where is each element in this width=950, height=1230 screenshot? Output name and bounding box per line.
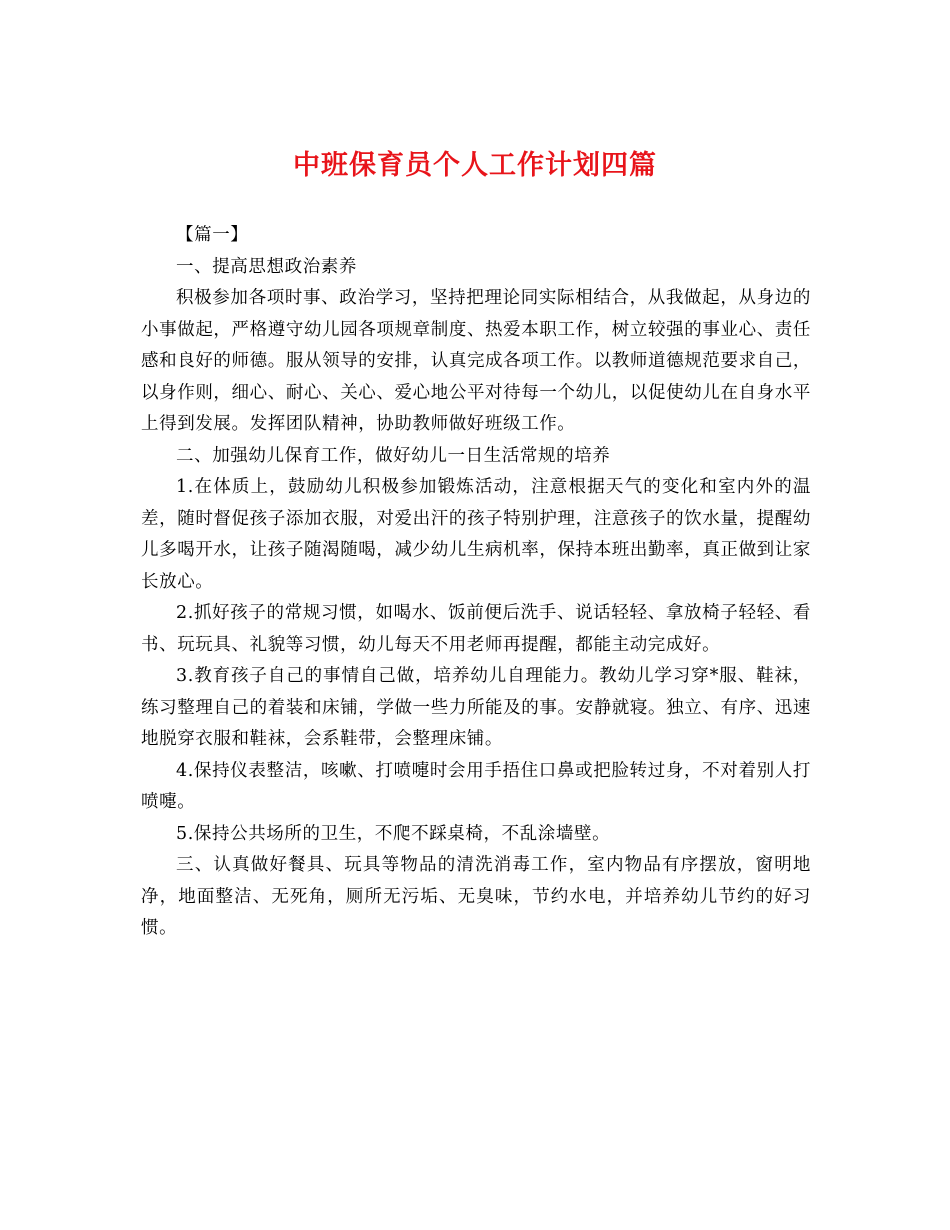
list-item: 2.抓好孩子的常规习惯，如喝水、饭前便后洗手、说话轻轻、拿放椅子轻轻、看书、玩玩具、礼貌等习惯，幼儿每天不用老师再提醒，都能主动完成好。 xyxy=(141,603,811,655)
document-title: 中班保育员个人工作计划四篇 xyxy=(293,150,657,181)
document-body xyxy=(141,220,811,945)
list-item: 5.保持公共场所的卫生，不爬不踩桌椅，不乱涂墙壁。 xyxy=(176,823,611,844)
list-item: 3.教育孩子自己的事情自己做，培养幼儿自理能力。教幼儿学习穿*服、鞋袜，练习整理自己的着装和床铺，学做一些力所能及的事。安静就寝。独立、有序、迅速地脱穿衣服和鞋袜，会系鞋带，会整理床铺。 xyxy=(141,666,811,749)
list-item: 4.保持仪表整洁，咳嗽、打喷嚏时会用手捂住口鼻或把脸转过身，不对着别人打喷嚏。 xyxy=(141,760,811,812)
subheading: 一、提高思想政治素养 xyxy=(176,256,357,277)
subheading: 二、加强幼儿保育工作，做好幼儿一日生活常规的培养 xyxy=(176,445,611,466)
body-paragraph: 三、认真做好餐具、玩具等物品的清洗消毒工作，室内物品有序摆放，窗明地净，地面整洁、无死角，厕所无污垢、无臭味，节约水电，并培养幼儿节约的好习惯。 xyxy=(141,855,811,938)
section-heading: 【篇一】 xyxy=(176,225,249,245)
body-paragraph: 积极参加各项时事、政治学习，坚持把理论同实际相结合，从我做起，从身边的小事做起，严格遵守幼儿园各项规章制度、热爱本职工作，树立较强的事业心、责任感和良好的师德。服从领导的安排，认真完成各项工作。以教师道德规范要求自己，以身作则，细心、耐心、关心、爱心地公平对待每一个幼儿，以促使幼儿在自身水平上得到发展。发挥团队精神，协助教师做好班级工作。 xyxy=(141,288,811,434)
list-item: 1.在体质上，鼓励幼儿积极参加锻炼活动，注意根据天气的变化和室内外的温差，随时督促孩子添加衣服，对爱出汗的孩子特别护理，注意孩子的饮水量，提醒幼儿多喝开水，让孩子随渴随喝，减少幼儿生病机率，保持本班出勤率，真正做到让家长放心。 xyxy=(141,477,811,592)
